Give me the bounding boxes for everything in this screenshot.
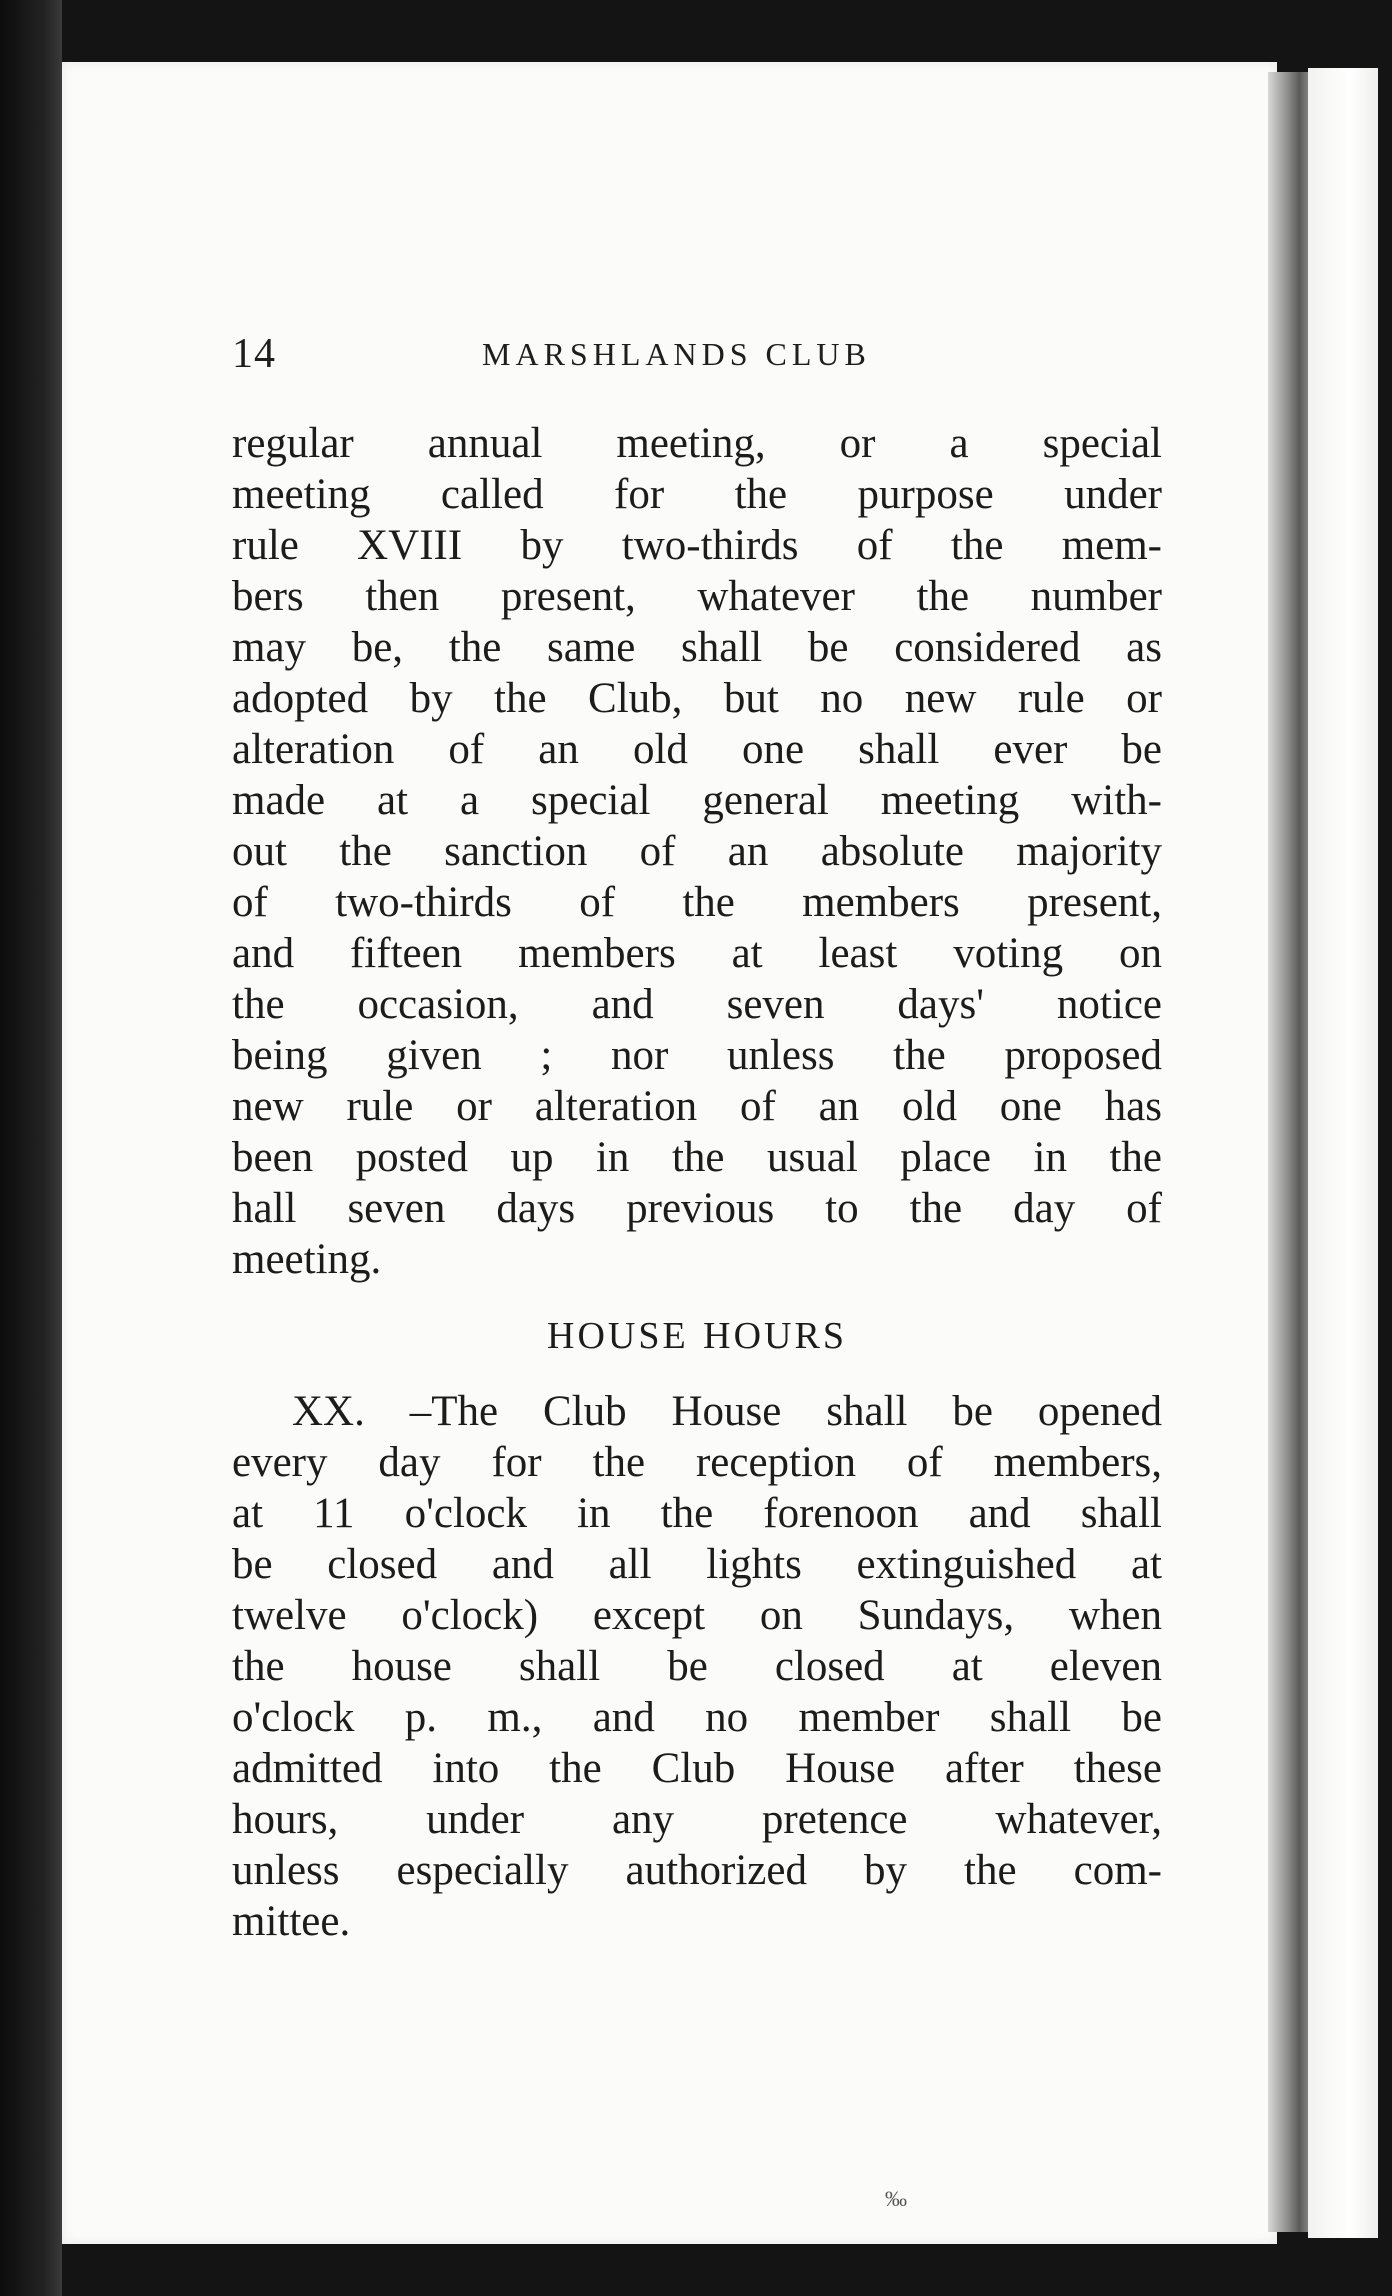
page-number: 14 xyxy=(232,331,276,377)
text-line: unless especially authorized by the com- xyxy=(232,1847,1162,1894)
text-line: meeting. xyxy=(232,1236,382,1283)
paragraph-rule-continuation xyxy=(232,418,1162,1285)
text-line: hall seven days previous to the day of xyxy=(232,1185,1162,1232)
text-line: new rule or alteration of an old one has xyxy=(232,1083,1162,1130)
text-line: may be, the same shall be considered as xyxy=(232,624,1162,671)
text-line: being given ; nor unless the proposed xyxy=(232,1032,1162,1079)
text-line: admitted into the Club House after these xyxy=(232,1745,1162,1792)
page-body xyxy=(232,418,1162,1947)
text-line: regular annual meeting, or a special xyxy=(232,420,1162,467)
text-line: XX. –The Club House shall be opened xyxy=(292,1388,1162,1435)
text-line: mittee. xyxy=(232,1898,351,1945)
text-line: alteration of an old one shall ever be xyxy=(232,726,1162,773)
book-gutter-shadow xyxy=(1268,72,1310,2232)
text-line: every day for the reception of members, xyxy=(232,1439,1162,1486)
page-footer-mark: ‰ xyxy=(885,2186,907,2211)
text-line: hours, under any pretence whatever, xyxy=(232,1796,1162,1843)
text-line: bers then present, whatever the number xyxy=(232,573,1162,620)
text-line: of two-thirds of the members present, xyxy=(232,879,1162,926)
text-line: be closed and all lights extinguished at xyxy=(232,1541,1162,1588)
section-heading: HOUSE HOURS xyxy=(547,1315,847,1357)
scan-left-border xyxy=(0,0,62,2296)
paragraph-rule-xx xyxy=(232,1386,1162,1947)
text-line: made at a special general meeting with- xyxy=(232,777,1162,824)
page-header xyxy=(232,330,1152,390)
text-line: meeting called for the purpose under xyxy=(232,471,1162,518)
text-line: out the sanction of an absolute majority xyxy=(232,828,1162,875)
text-line: o'clock p. m., and no member shall be xyxy=(232,1694,1162,1741)
adjacent-page-edge xyxy=(1308,68,1378,2238)
text-line: and fifteen members at least voting on xyxy=(232,930,1162,977)
text-line: the house shall be closed at eleven xyxy=(232,1643,1162,1690)
text-line: at 11 o'clock in the forenoon and shall xyxy=(232,1490,1162,1537)
text-line: rule XVIII by two-thirds of the mem- xyxy=(232,522,1162,569)
running-head: MARSHLANDS CLUB xyxy=(482,336,871,372)
text-line: adopted by the Club, but no new rule or xyxy=(232,675,1162,722)
text-line: twelve o'clock) except on Sundays, when xyxy=(232,1592,1162,1639)
text-line: the occasion, and seven days' notice xyxy=(232,981,1162,1028)
text-line: been posted up in the usual place in the xyxy=(232,1134,1162,1181)
